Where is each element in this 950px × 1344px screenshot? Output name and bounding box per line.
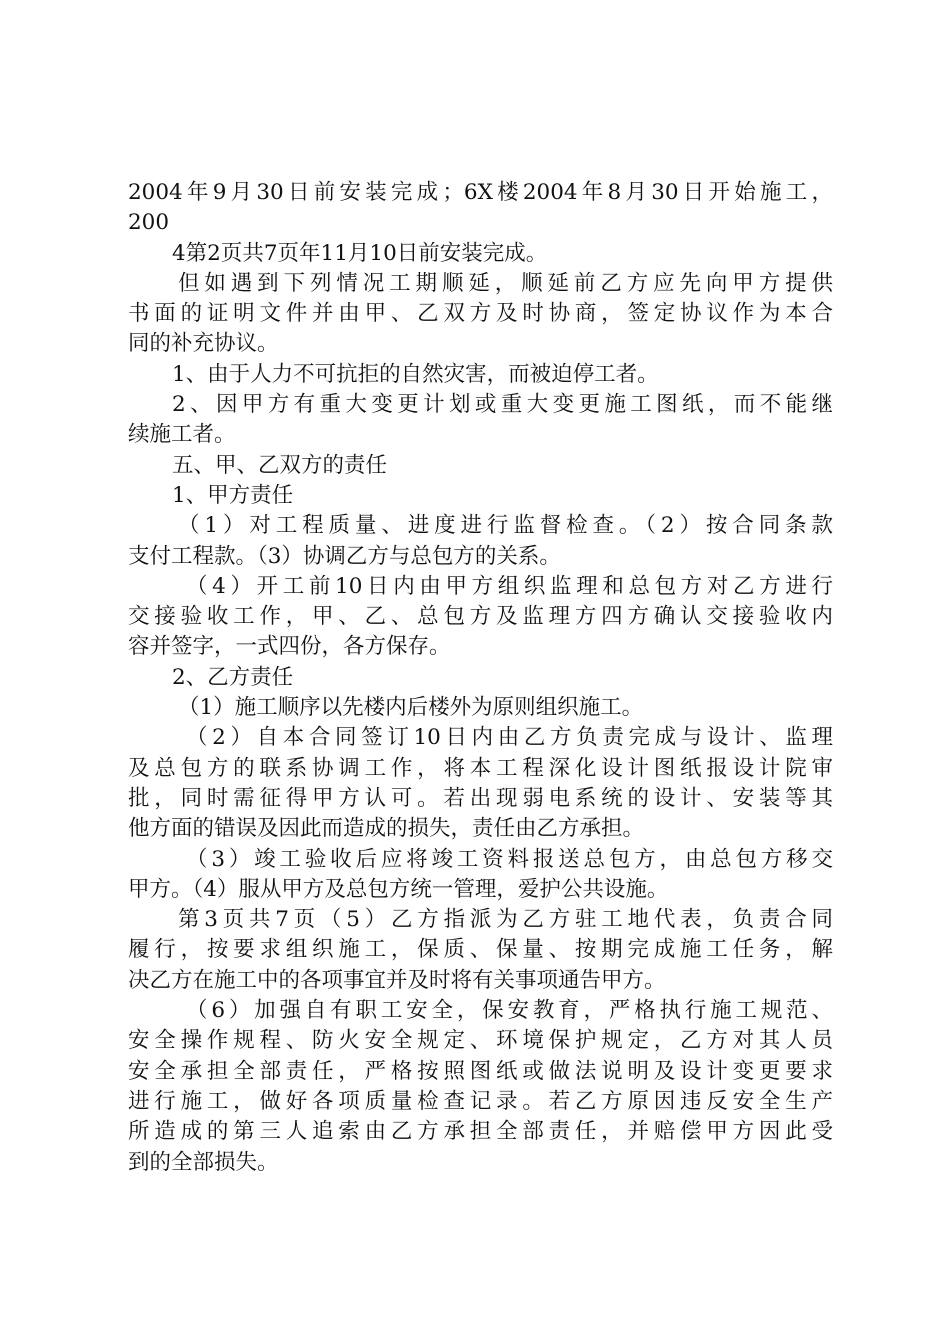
text-line: 履行，按要求组织施工，保质、保量、按期完成施工任务，解 <box>128 937 833 963</box>
text-line: 到的全部损失。 <box>128 1149 279 1175</box>
text-line: 交接验收工作，甲、乙、总包方及监理方四方确认交接验收内 <box>128 604 833 630</box>
text-line: 续施工者。 <box>128 422 236 448</box>
subsection-heading: 1、甲方责任 <box>172 482 294 508</box>
text-line: 支付工程款。（3）协调乙方与总包方的关系。 <box>128 543 561 569</box>
text-line: 书面的证明文件并由甲、乙双方及时协商，签定协议作为本合 <box>128 301 833 327</box>
text-line: （6）加强自有职工安全，保安教育，严格执行施工规范、 <box>186 998 833 1024</box>
section-heading: 五、甲、乙双方的责任 <box>172 452 388 478</box>
text-line: 但如遇到下列情况工期顺延，顺延前乙方应先向甲方提供 <box>178 270 833 296</box>
text-line: （1）施工顺序以先楼内后楼外为原则组织施工。 <box>178 695 644 721</box>
text-line: 4第2页共7页年11月10日前安装完成。 <box>172 240 548 266</box>
text-line: 批，同时需征得甲方认可。若出现弱电系统的设计、安装等其 <box>128 785 833 811</box>
document-body <box>128 178 833 1178</box>
text-line: （3）竣工验收后应将竣工资料报送总包方，由总包方移交 <box>186 846 833 872</box>
text-line: 所造成的第三人追索由乙方承担全部责任，并赔偿甲方因此受 <box>128 1119 833 1145</box>
text-line: （4）开工前10日内由甲方组织监理和总包方对乙方进行 <box>186 573 833 599</box>
text-line: 进行施工，做好各项质量检查记录。若乙方原因违反安全生产 <box>128 1088 833 1114</box>
text-line: 及总包方的联系协调工作，将本工程深化设计图纸报设计院审 <box>128 755 833 781</box>
text-line: 200 <box>128 210 170 236</box>
text-line: 2、因甲方有重大变更计划或重大变更施工图纸，而不能继 <box>172 392 833 418</box>
text-line: （2）自本合同签订10日内由乙方负责完成与设计、监理 <box>186 725 833 751</box>
text-line: 1、由于人力不可抗拒的自然灾害，而被迫停工者。 <box>172 361 659 387</box>
text-line: 决乙方在施工中的各项事宜并及时将有关事项通告甲方。 <box>128 967 666 993</box>
text-line: 容并签字，一式四份，各方保存。 <box>128 634 451 660</box>
text-line: 2004年9月30日前安装完成；6X楼2004年8月30日开始施工， <box>128 180 833 205</box>
text-line: 同的补充协议。 <box>128 331 279 357</box>
text-line: 第3页共7页（5）乙方指派为乙方驻工地代表，负责合同 <box>178 907 833 933</box>
text-line: 甲方。（4）服从甲方及总包方统一管理，爱护公共设施。 <box>128 876 669 902</box>
text-line: （1）对工程质量、进度进行监督检查。（2）按合同条款 <box>178 513 833 539</box>
text-line: 安全操作规程、防火安全规定、环境保护规定，乙方对其人员 <box>128 1028 833 1054</box>
text-line: 安全承担全部责任，严格按照图纸或做法说明及设计变更要求 <box>128 1058 833 1084</box>
text-line: 他方面的错误及因此而造成的损失，责任由乙方承担。 <box>128 816 645 842</box>
subsection-heading: 2、乙方责任 <box>172 664 294 690</box>
